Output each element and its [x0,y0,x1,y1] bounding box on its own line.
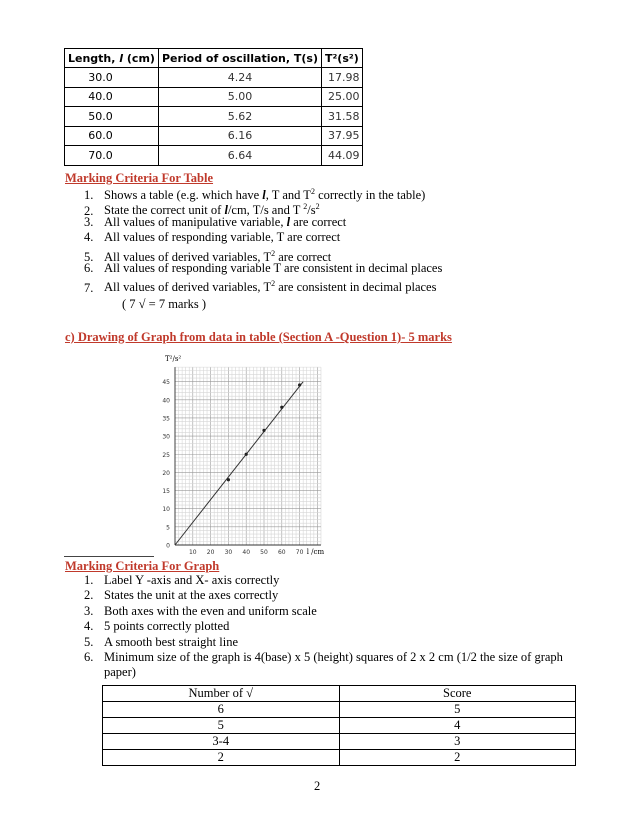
list-text: are correct [275,249,332,264]
list-item [84,619,563,634]
list-item [84,650,563,665]
list-number: 2. [84,588,94,603]
data-table [64,48,363,166]
header-number-of-ticks: Number of √ [103,686,340,702]
cell-tsq: 25.00 [321,87,362,107]
cell-period: 5.62 [158,107,321,127]
graph-x-label: l /cm [306,548,325,556]
table-marks: ( 7 √ = 7 marks ) [122,297,207,311]
list-text: /s [307,203,316,218]
list-text: /cm, T/s and T [227,203,304,218]
cell-period: 6.64 [158,146,321,166]
x-tick-label: 20 [206,549,215,556]
data-table-header [65,49,363,68]
cell-period: 5.00 [158,87,321,107]
table-criteria-heading: Marking Criteria For Table [65,171,214,185]
score-table [102,685,576,766]
table-row [65,68,363,88]
header-score: Score [339,686,576,702]
list-text: States the unit at the axes correctly [104,588,279,603]
x-tick-label: 50 [260,549,268,556]
cell-number-of-ticks: 2 [103,750,340,766]
list-text: 5 points correctly plotted [104,619,230,634]
graph-grid [175,367,321,545]
cell-length: 50.0 [65,107,159,127]
list-text: State the correct unit of [104,203,225,218]
list-item [84,215,442,230]
x-tick-label: 30 [224,549,233,556]
graph [150,355,330,560]
list-text: Minimum size of the graph is 4(base) x 5 (height) squares of 2 x 2 cm (1/2 the size of graph [104,649,563,664]
graph-criteria-heading: Marking Criteria For Graph [65,559,220,573]
list-text: are correct [290,214,347,229]
table-row [65,126,363,146]
header-length: Length, l (cm) [65,49,159,68]
cell-score: 4 [339,718,576,734]
list-text: 2 [303,202,308,212]
list-item [84,276,442,295]
list-item [84,184,442,203]
data-point [280,406,283,409]
list-number: 5. [84,634,94,649]
list-text: Both axes with the even and uniform scale [104,603,317,618]
y-tick-label: 20 [162,469,170,477]
y-tick-label: 45 [162,379,170,387]
cell-length: 40.0 [65,87,159,107]
list-text: 2 [315,202,320,212]
list-text: are consistent in decimal places [275,280,437,295]
cell-score: 2 [339,750,576,766]
table-row [103,734,576,750]
cell-number-of-ticks: 3-4 [103,734,340,750]
header-tsq: T²(s²) [321,49,362,68]
list-text: 2 [310,187,315,196]
list-item [84,246,442,264]
x-tick-label: 60 [277,549,286,556]
list-text: A smooth best straight line [104,634,239,649]
data-point [227,478,230,481]
list-number: 6. [84,260,94,275]
cell-tsq: 31.58 [321,107,362,127]
section-c-heading: c) Drawing of Graph from data in table (Section A -Question 1)- 5 marks [65,330,452,344]
y-tick-label: 40 [162,397,170,405]
list-text: paper) [104,665,136,680]
list-text: l [224,203,228,218]
cell-number-of-ticks: 5 [103,718,340,734]
list-number: 3. [84,214,94,229]
cell-length: 70.0 [65,146,159,166]
y-tick-label: 5 [166,524,170,532]
graph-tick-labels [162,379,303,556]
list-number: 5. [84,249,94,264]
y-tick-label: 25 [162,451,170,459]
list-text: , T and T [265,188,311,203]
page-number: 2 [314,779,321,793]
table-criteria-list [84,184,443,295]
list-number: 6. [84,649,94,664]
list-item [84,588,563,603]
data-point [245,453,248,456]
table-row [65,146,363,166]
list-text: Shows a table (e.g. which have [104,188,263,203]
list-text: l [286,214,291,229]
list-item [84,573,563,588]
table-row [103,718,576,734]
table-row [65,87,363,107]
list-text: All values of responding variable, T are correct [104,230,341,245]
list-text: All values of derived variables, T [104,280,272,295]
list-text: All values of derived variables, T [104,249,272,264]
list-text: l [262,188,266,203]
list-item [84,604,563,619]
cell-period: 4.24 [158,68,321,88]
list-item [84,665,563,680]
score-table-header [103,686,576,702]
cell-tsq: 44.09 [321,146,362,166]
list-text: 2 [271,279,276,289]
separator-line [64,556,154,557]
y-tick-label: 10 [162,506,170,514]
list-item [84,261,442,276]
cell-tsq: 37.95 [321,126,362,146]
list-text: All values of manipulative variable, [104,214,287,229]
table-row [103,702,576,718]
graph-y-label: T²/s² [165,355,182,364]
list-text: 2 [271,248,276,258]
header-period: Period of oscillation, T(s) [158,49,321,68]
cell-period: 6.16 [158,126,321,146]
list-text: correctly in the table) [314,188,426,203]
list-number: 1. [84,573,94,587]
x-tick-label: 10 [188,549,197,556]
graph-criteria-list [84,573,563,681]
list-number: 2. [84,203,94,218]
list-text: All values of responding variable T are consistent in decimal places [104,260,443,275]
data-point [262,429,265,432]
list-item [84,230,442,245]
y-tick-label: 15 [162,488,170,496]
table-row [103,750,576,766]
x-tick-label: 70 [295,549,304,556]
list-number: 3. [84,603,94,618]
x-tick-label: 40 [242,549,251,556]
cell-length: 30.0 [65,68,159,88]
cell-length: 60.0 [65,126,159,146]
list-number: 7. [84,280,94,295]
data-point [298,383,301,386]
list-text: Label Y -axis and X- axis correctly [104,573,280,587]
cell-score: 5 [339,702,576,718]
y-tick-label: 30 [162,433,170,441]
list-number: 1. [84,188,94,203]
cell-score: 3 [339,734,576,750]
y-tick-label: 35 [162,415,170,423]
cell-number-of-ticks: 6 [103,702,340,718]
list-number: 4. [84,619,94,634]
list-number: 4. [84,230,94,245]
list-item [84,635,563,650]
table-row [65,107,363,127]
graph-axes [175,367,321,545]
cell-tsq: 17.98 [321,68,362,88]
y-tick-label: 0 [166,542,170,550]
